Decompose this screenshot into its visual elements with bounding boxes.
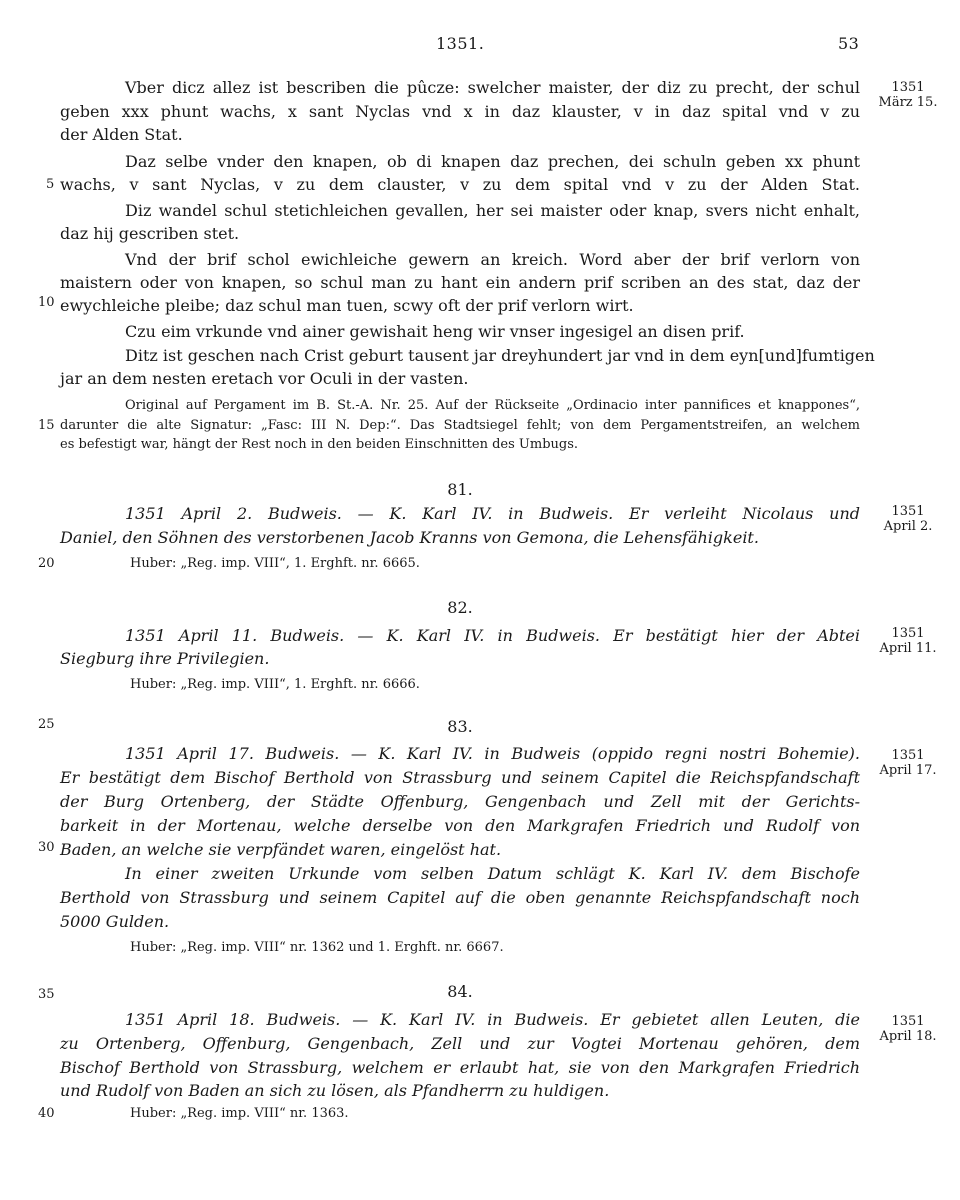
regest-line: Bischof Berthold von Strassburg, welchem er erlaubt hat, sie von den Markgrafen Friedrich (60, 1058, 860, 1077)
text-line: maistern oder von knapen, so schul man zu hant ein andern prif scriben an des stat, daz der (60, 273, 860, 292)
text-line: Daz selbe vnder den knapen, ob di knapen daz prechen, dei schuln geben xx phunt (125, 152, 860, 171)
text-line: geben xxx phunt wachs, x sant Nyclas vnd x in daz klauster, v in daz spital vnd v zu (60, 102, 860, 121)
entry-number-81: 81. (447, 480, 473, 499)
entry-number-82: 82. (447, 598, 473, 617)
source-note-line: es befestigt war, hängt der Rest noch in den beiden Einschnitten des Umbugs. (60, 437, 579, 452)
regest-line: 5000 Gulden. (60, 912, 170, 931)
text-line: Vnd der brif schol ewichleiche gewern an kreich. Word aber der brif verlorn von (125, 250, 860, 269)
regest-line: Daniel, den Söhnen des verstorbenen Jacob Kranns von Gemona, die Lehensfähigkeit. (60, 528, 759, 547)
margin-date-3: 1351 April 11. (879, 626, 937, 656)
regest-line: 1351 April 2. Budweis. — K. Karl IV. in Budweis. Er verleiht Nicolaus und (125, 504, 860, 523)
text-line: ewychleiche pleibe; daz schul man tuen, scwy oft der prif verlorn wirt. (60, 296, 634, 315)
source-note-line: Original auf Pergament im B. St.-A. Nr. 25. Auf der Rückseite „Ordinacio inter pannifices et knappones“, (125, 398, 860, 413)
entry-number-84: 84. (447, 982, 473, 1001)
regest-line: Baden, an welche sie verpfändet waren, eingelöst hat. (60, 840, 502, 859)
regest-line: der Burg Ortenberg, der Städte Offenburg, Gengenbach und Zell mit der Gerichts- (60, 792, 860, 811)
text-line: Czu eim vrkunde vnd ainer gewishait heng wir vnser ingesigel an disen prif. (125, 322, 745, 341)
regest-line: 1351 April 17. Budweis. — K. Karl IV. in Budweis (oppido regni nostri Bohemie). (125, 744, 860, 763)
line-number: 35 (38, 987, 55, 1002)
line-number: 25 (38, 717, 55, 732)
running-header-year: 1351. (436, 34, 485, 53)
regest-line: Siegburg ihre Privilegien. (60, 649, 270, 668)
margin-date-1: 1351 März 15. (878, 80, 938, 110)
page-number: 53 (838, 34, 860, 53)
regest-line: zu Ortenberg, Offenburg, Gengenbach, Zell und zur Vogtei Mortenau gehören, dem (60, 1034, 860, 1053)
text-line: der Alden Stat. (60, 125, 183, 144)
line-number: 10 (38, 295, 55, 310)
entry-number-83: 83. (447, 717, 473, 736)
text-line: Diz wandel schul stetichleichen gevallen, her sei maister oder knap, svers nicht enhalt, (125, 201, 860, 220)
margin-date-5: 1351 April 18. (879, 1014, 937, 1044)
regest-line: 1351 April 11. Budweis. — K. Karl IV. in Budweis. Er bestätigt hier der Abtei (125, 626, 860, 645)
citation: Huber: „Reg. imp. VIII“ nr. 1362 und 1. Erghft. nr. 6667. (130, 940, 504, 955)
regest-line: Berthold von Strassburg und seinem Capitel auf die oben genannte Reichspfandschaft noch (60, 888, 860, 907)
citation: Huber: „Reg. imp. VIII“ nr. 1363. (130, 1106, 349, 1121)
regest-line: barkeit in der Mortenau, welche derselbe von den Markgrafen Friedrich und Rudolf von (60, 816, 860, 835)
margin-date-4: 1351 April 17. (879, 748, 937, 778)
text-line: Vber dicz allez ist bescriben die pûcze: swelcher maister, der diz zu precht, der schul (125, 78, 860, 97)
regest-line: In einer zweiten Urkunde vom selben Datum schlägt K. Karl IV. dem Bischofe (125, 864, 860, 883)
line-number: 5 (46, 177, 55, 192)
regest-line: Er bestätigt dem Bischof Berthold von Strassburg und seinem Capitel die Reichspfandschaft (60, 768, 860, 787)
text-line: jar an dem nesten eretach vor Oculi in der vasten. (60, 369, 469, 388)
source-note-line: darunter die alte Signatur: „Fasc: III N. Dep:“. Das Stadtsiegel fehlt; von dem Pergamentstreifen, an welchem (60, 418, 860, 433)
line-number: 20 (38, 556, 55, 571)
margin-date-2: 1351 April 2. (883, 504, 933, 534)
text-line: Ditz ist geschen nach Crist geburt tausent jar dreyhundert jar vnd in dem eyn[und]fumtigen (125, 346, 875, 365)
regest-line: 1351 April 18. Budweis. — K. Karl IV. in Budweis. Er gebietet allen Leuten, die (125, 1010, 860, 1029)
citation: Huber: „Reg. imp. VIII“, 1. Erghft. nr. 6666. (130, 677, 420, 692)
line-number: 40 (38, 1106, 55, 1121)
text-line: wachs, v sant Nyclas, v zu dem clauster, v zu dem spital vnd v zu der Alden Stat. (60, 175, 860, 194)
line-number: 15 (38, 418, 55, 433)
text-line: daz hij gescriben stet. (60, 224, 240, 243)
citation: Huber: „Reg. imp. VIII“, 1. Erghft. nr. 6665. (130, 556, 420, 571)
regest-line: und Rudolf von Baden an sich zu lösen, als Pfandherrn zu huldigen. (60, 1081, 610, 1100)
line-number: 30 (38, 840, 55, 855)
